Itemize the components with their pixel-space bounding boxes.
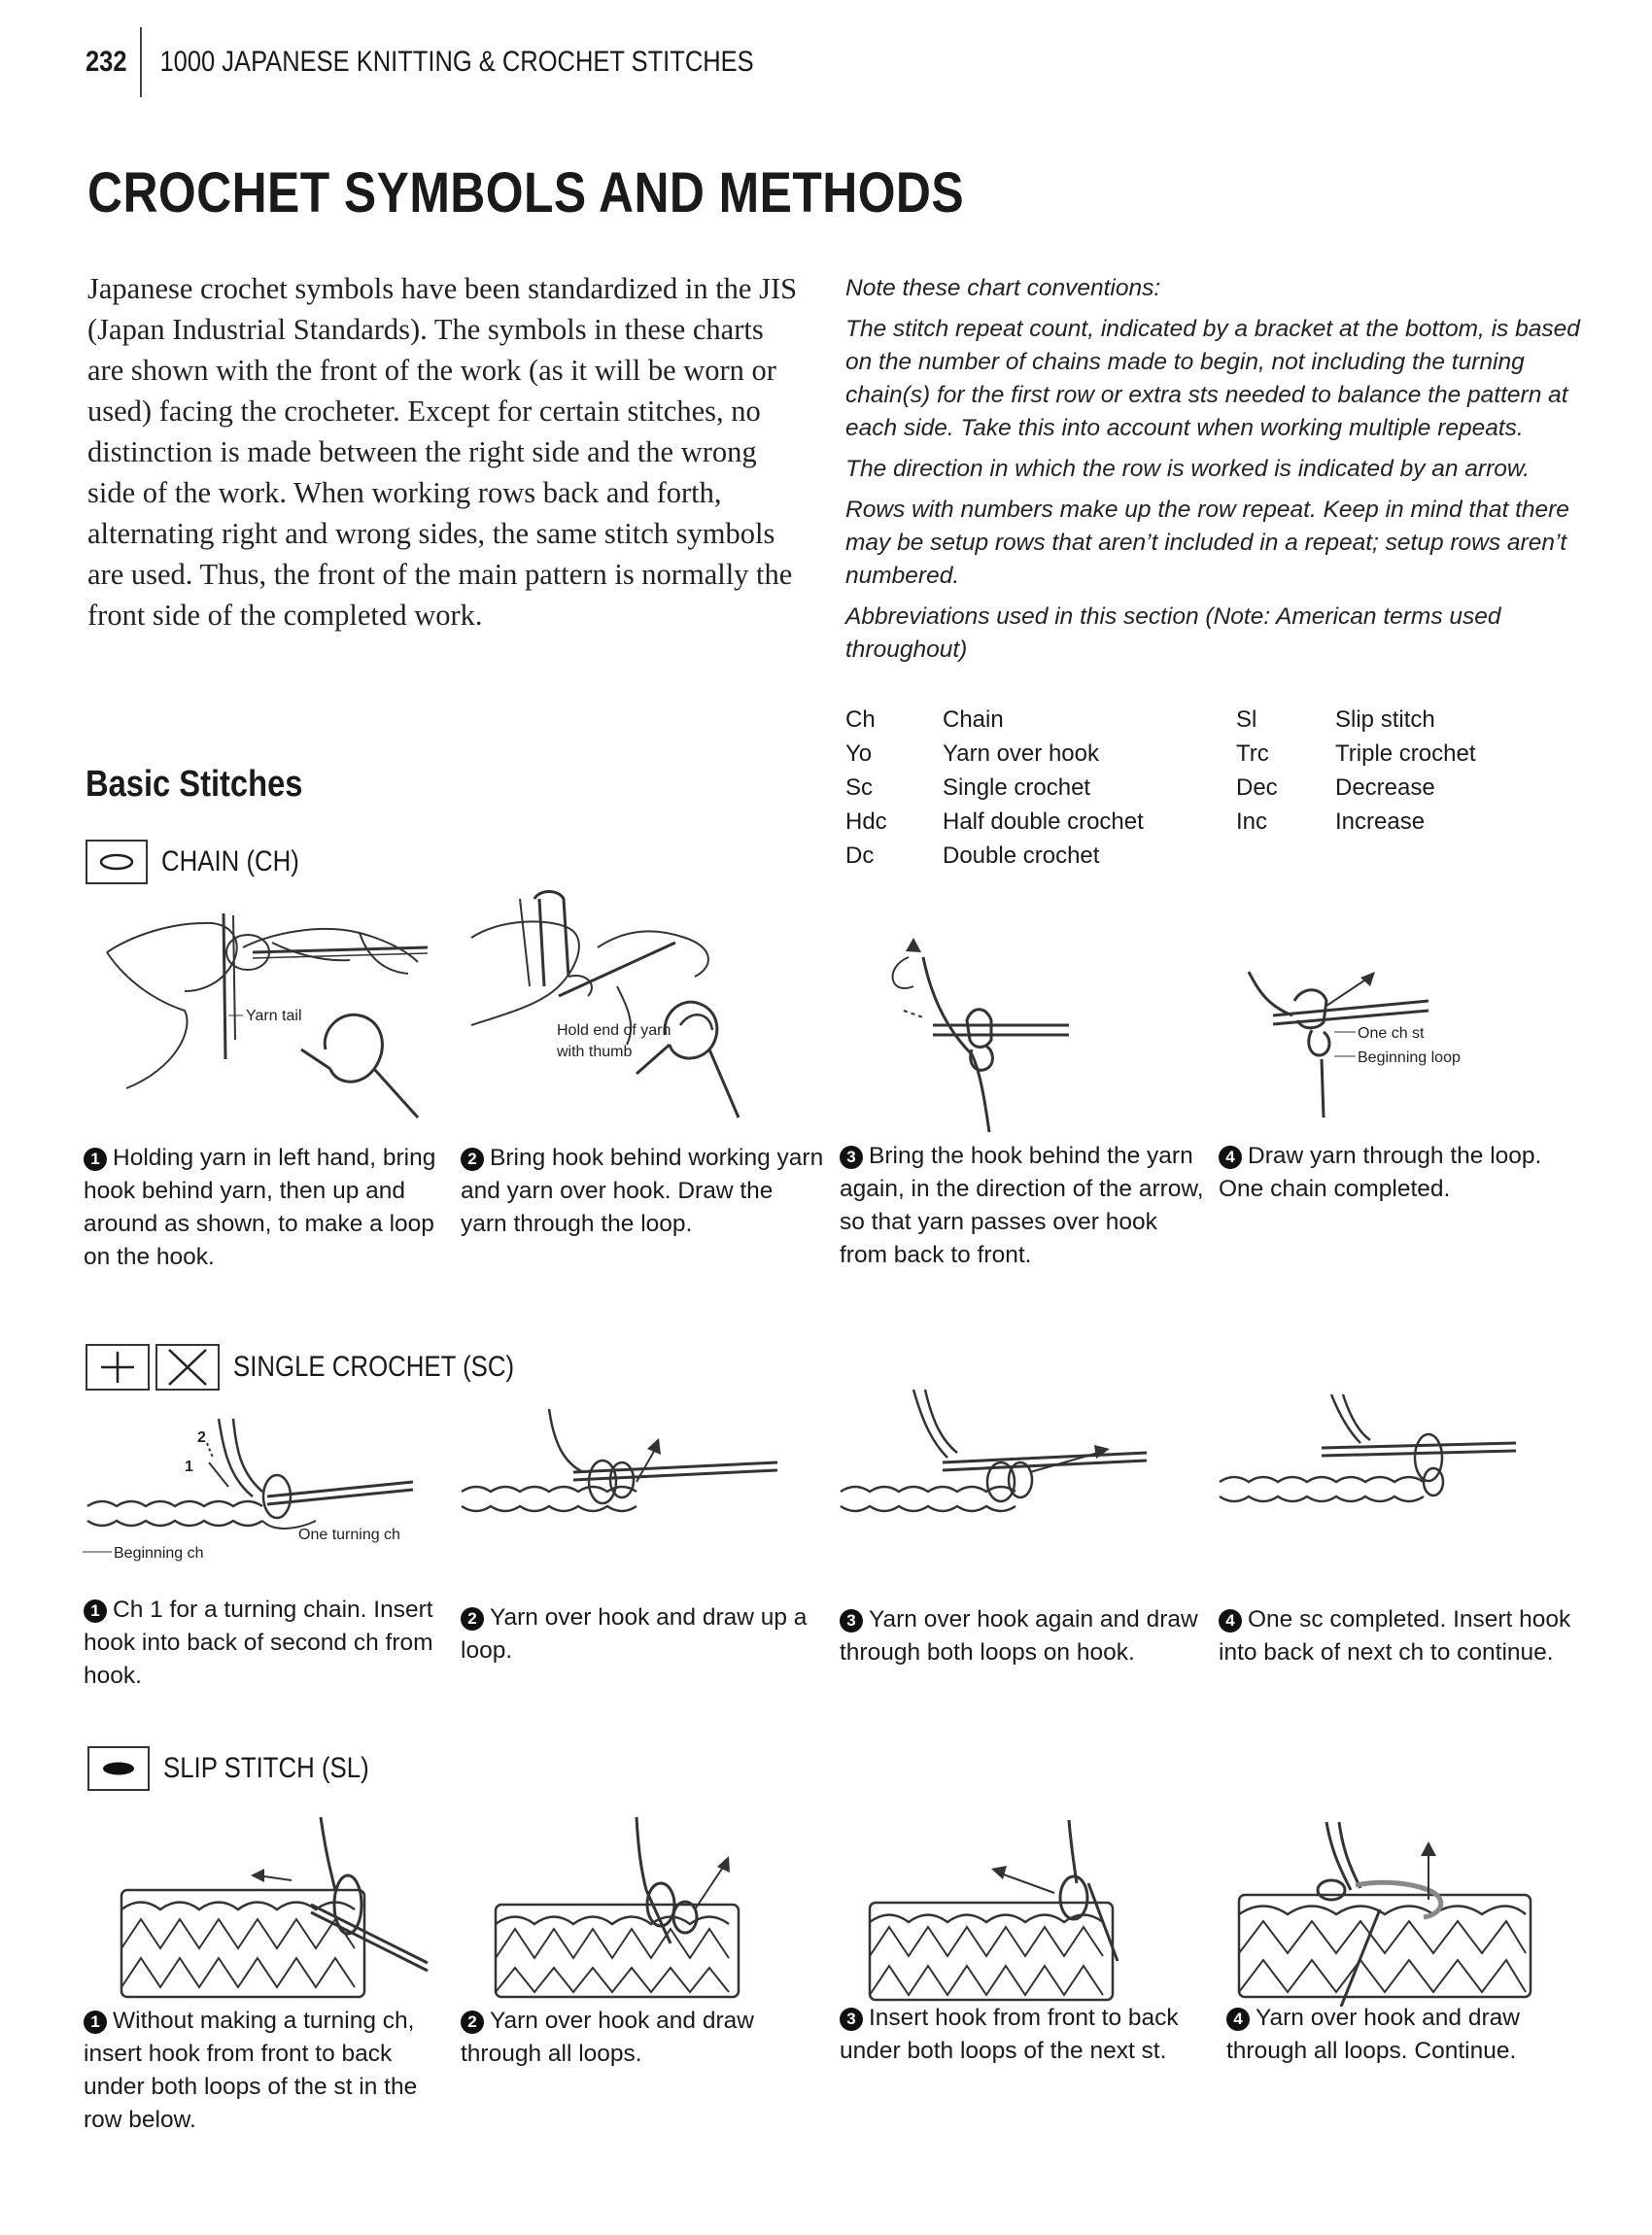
sl-step2-illustration — [491, 1812, 782, 2007]
abbr-row — [845, 805, 1584, 839]
chain-heading — [86, 840, 322, 884]
sc-symbols — [86, 1345, 220, 1390]
step-text: Yarn over hook and draw up a loop. — [461, 1604, 808, 1664]
step-text: Ch 1 for a turning chain. Insert hook into back of second ch from hook. — [84, 1597, 433, 1689]
abbr-code: Sl — [1236, 706, 1257, 733]
abbr-code: Sc — [845, 774, 874, 801]
step-text: Yarn over hook again and draw through both loops on hook. — [840, 1606, 1198, 1666]
notes-heading: Note these chart conventions: — [845, 275, 1161, 301]
step-text: One sc completed. Insert hook into back of next ch to continue. — [1219, 1606, 1571, 1666]
sc-step4-illustration — [1215, 1390, 1535, 1545]
step-number-icon: 1 — [84, 1599, 107, 1623]
chart-conventions — [845, 272, 1584, 674]
abbr-code: Hdc — [845, 808, 887, 835]
arrow-1-label: 1 — [185, 1459, 193, 1475]
sl-step3-illustration — [865, 1815, 1156, 2010]
abbr-row — [845, 839, 1584, 873]
chain-step1-illustration — [97, 894, 457, 1127]
slip-stitch-symbol-icon — [87, 1746, 150, 1791]
note-item: The stitch repeat count, indicated by a bracket at the bottom, is based on the number of chains made to begin, not including the turning chain(s) for the first row or extra sts needed to balance the pattern at each side. Take this into account when working multiple repeats. — [845, 316, 1580, 441]
sl-step4-illustration — [1234, 1812, 1545, 2007]
sl-step-1 — [84, 2005, 448, 2137]
step-text: Bring the hook behind the yarn again, in the direction of the arrow, so that yarn passes over hook from back to front. — [840, 1143, 1204, 1268]
step-number-icon: 4 — [1219, 1146, 1242, 1169]
step-number-icon: 2 — [461, 1148, 484, 1171]
abbr-code: Yo — [845, 740, 873, 767]
abbr-code: Ch — [845, 706, 876, 733]
sc-step-3 — [840, 1603, 1204, 1669]
chain-step4-illustration — [1234, 962, 1497, 1127]
abbr-row — [845, 703, 1584, 737]
chain-step-2 — [461, 1142, 825, 1241]
abbr-term: Double crochet — [943, 842, 1100, 869]
abbr-term: Slip stitch — [1335, 706, 1435, 733]
section-title: Basic Stitches — [86, 764, 303, 805]
slip-stitch-title: SLIP STITCH (SL) — [163, 1752, 369, 1784]
sl-step-3 — [840, 2002, 1204, 2068]
sc-step-2 — [461, 1601, 825, 1668]
sl-step-2 — [461, 2005, 825, 2071]
chain-step-1 — [84, 1142, 448, 1274]
note-item: Rows with numbers make up the row repeat. Keep in mind that there may be setup rows that aren’t included in a repeat; setup rows aren’t numbered. — [845, 497, 1569, 589]
abbr-term: Chain — [943, 706, 1004, 733]
step-text: Draw yarn through the loop. One chain completed. — [1219, 1143, 1542, 1202]
sl-step1-illustration — [117, 1812, 437, 2007]
yarn-tail-label: Yarn tail — [246, 1008, 302, 1024]
one-ch-st-label: One ch st — [1358, 1025, 1425, 1042]
intro-paragraph: Japanese crochet symbols have been standardized in the JIS (Japan Industrial Standards). The symbols in these charts are shown with the front of the work (as it will be worn or used) facing the crocheter. Except for certain stitches, no distinction is made between the right side and the wrong side of the work. When working rows back and forth, alternating right and wrong sides, the same stitch symbols are used. Thus, the front of the main pattern is normally the front side of the completed work. — [87, 272, 798, 632]
abbreviations-table — [845, 703, 1584, 873]
step-number-icon: 1 — [84, 1148, 107, 1171]
abbr-code: Trc — [1236, 740, 1269, 767]
step-number-icon: 3 — [840, 1146, 863, 1169]
plus-symbol-icon — [86, 1344, 150, 1391]
abbr-term: Decrease — [1335, 774, 1435, 801]
arrow-2-label: 2 — [197, 1429, 206, 1446]
abbr-code: Dec — [1236, 774, 1278, 801]
note-item: Abbreviations used in this section (Note: American terms used throughout) — [845, 603, 1501, 663]
beginning-loop-label: Beginning loop — [1358, 1049, 1461, 1066]
chain-step-4 — [1219, 1140, 1583, 1206]
sl-step-4 — [1226, 2002, 1591, 2068]
chain-title: CHAIN (CH) — [161, 845, 299, 877]
step-number-icon: 4 — [1226, 2008, 1250, 2031]
abbr-term: Single crochet — [943, 774, 1091, 801]
hold-yarn-label: Hold end of yarn — [557, 1022, 671, 1039]
sc-step3-illustration — [836, 1385, 1176, 1550]
abbr-row — [845, 771, 1584, 805]
step-text: Yarn over hook and draw through all loops. Continue. — [1226, 2005, 1520, 2064]
turning-ch-label: One turning ch — [298, 1527, 400, 1543]
abbr-term: Increase — [1335, 808, 1426, 835]
step-text: Holding yarn in left hand, bring hook behind yarn, then up and around as shown, to make a loop on the hook. — [84, 1145, 436, 1270]
step-number-icon: 3 — [840, 1609, 863, 1633]
slip-stitch-heading — [87, 1746, 402, 1791]
sc-step-4 — [1219, 1603, 1583, 1669]
chain-step2-illustration — [462, 889, 821, 1132]
chain-symbol-icon — [86, 840, 148, 884]
step-text: Bring hook behind working yarn and yarn over hook. Draw the yarn through the loop. — [461, 1145, 824, 1237]
abbr-term: Yarn over hook — [943, 740, 1099, 767]
chain-step3-illustration — [865, 928, 1088, 1137]
step-text: Without making a turning ch, insert hook from front to back under both loops of the st in the row below. — [84, 2008, 418, 2133]
step-number-icon: 2 — [461, 2011, 484, 2034]
page-title: CROCHET SYMBOLS AND METHODS — [87, 161, 965, 224]
sc-step2-illustration — [457, 1404, 797, 1550]
abbr-code: Inc — [1236, 808, 1268, 835]
step-number-icon: 1 — [84, 2011, 107, 2034]
single-crochet-heading — [86, 1345, 560, 1390]
abbr-term: Triple crochet — [1335, 740, 1476, 767]
sc-step1-illustration — [83, 1399, 432, 1574]
abbr-row — [845, 737, 1584, 771]
single-crochet-title: SINGLE CROCHET (SC) — [233, 1351, 515, 1383]
beginning-ch-label: Beginning ch — [114, 1545, 204, 1562]
x-symbol-icon — [155, 1344, 220, 1391]
chain-step-3 — [840, 1140, 1204, 1272]
book-title: 1000 JAPANESE KNITTING & CROCHET STITCHES — [159, 46, 754, 78]
hold-yarn-label-2: with thumb — [557, 1044, 633, 1060]
step-number-icon: 2 — [461, 1607, 484, 1631]
step-number-icon: 3 — [840, 2008, 863, 2031]
page-number: 232 — [86, 27, 142, 97]
running-header — [86, 27, 860, 97]
abbr-code: Dc — [845, 842, 875, 869]
sc-step-1 — [84, 1594, 448, 1693]
step-number-icon: 4 — [1219, 1609, 1242, 1633]
note-item: The direction in which the row is worked is indicated by an arrow. — [845, 456, 1531, 482]
step-text: Insert hook from front to back under both loops of the next st. — [840, 2005, 1179, 2064]
step-text: Yarn over hook and draw through all loops. — [461, 2008, 754, 2067]
abbr-term: Half double crochet — [943, 808, 1144, 835]
